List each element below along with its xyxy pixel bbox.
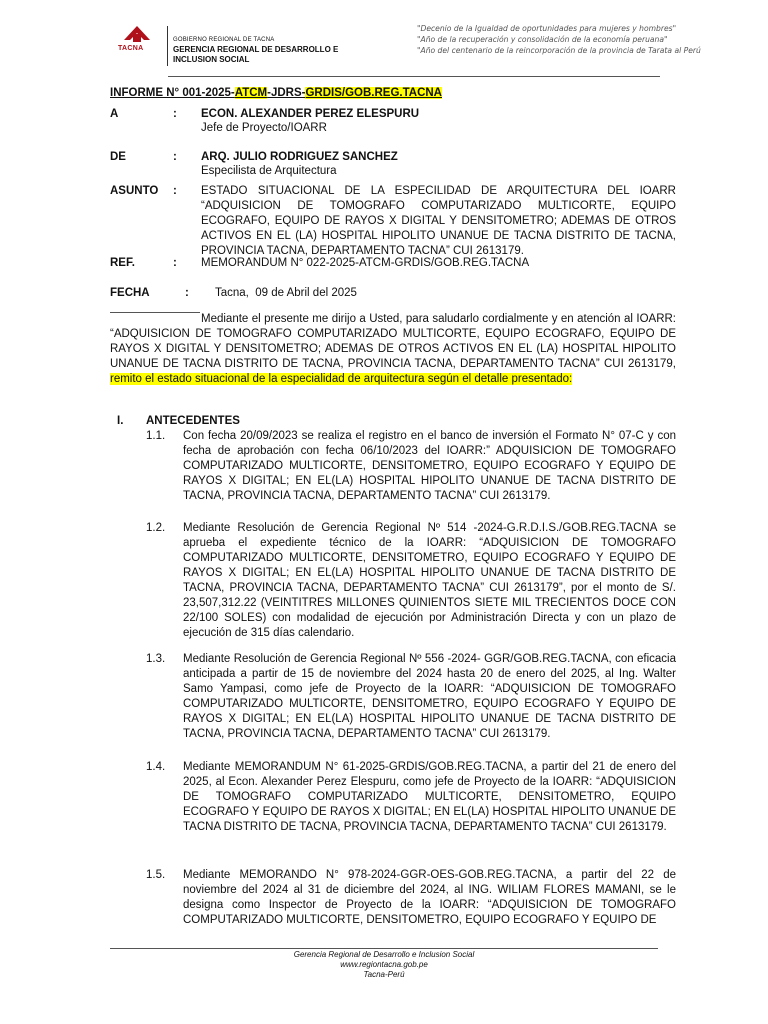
fecha-colon: : <box>185 287 189 299</box>
informe-number <box>110 86 442 101</box>
item-number: 1.3. <box>146 653 166 665</box>
gerencia-name: GERENCIA REGIONAL DE DESARROLLO E INCLUSION SOCIAL <box>173 45 339 64</box>
a-role: Jefe de Proyecto/IOARR <box>201 122 327 134</box>
section-number: I. <box>117 415 124 427</box>
header-divider <box>167 26 168 66</box>
de-role: Especilista de Arquitectura <box>201 165 337 177</box>
section-title: ANTECEDENTES <box>146 415 240 427</box>
a-colon: : <box>173 108 177 120</box>
asunto-text: ESTADO SITUACIONAL DE LA ESPECILIDAD DE ARQUITECTURA DEL IOARR “ADQUISICION DE TOMOGRAFO COMPUTARIZADO MULTICORTE, EQUIPO ECOGRAFO, EQUIPO DE RAYOS X DIGITAL Y DENSITOMETRO; ADEMAS DE OTROS ACTIVOS EN EL (LA) HOSPITAL HIPOLITO UNANUE DE TACNA DISTRITO DE TACNA, PROVINCIA TACNA, DEPARTAMENTO TACNA” CUI 2613179. <box>201 185 676 257</box>
header-rule <box>168 76 660 77</box>
informe-prefix: INFORME N° 001-2025- <box>110 87 235 99</box>
item-number: 1.1. <box>146 430 166 442</box>
footer-rule <box>110 948 658 949</box>
intro-text: Mediante el presente me dirijo a Usted, para saludarlo cordialmente y en atención al IOARR: “ADQUISICION DE TOMOGRAFO COMPUTARIZADO MULTICORTE, EQUIPO ECOGRAFO, EQUIPO DE RAYOS X DIGITAL Y DENSITOMETRO; ADEMAS DE OTROS ACTIVOS EN EL (LA) HOSPITAL HIPOLITO UNANUE DE TACNA DISTRITO DE TACNA, PROVINCIA TACNA, DEPARTAMENTO TACNA” CUI 2613179, <box>110 313 676 370</box>
intro-highlight: remito el estado situacional de la especialidad de arquitectura según el detalle presentado: <box>110 373 573 385</box>
item-number: 1.2. <box>146 522 166 534</box>
de-name: ARQ. JULIO RODRIGUEZ SANCHEZ <box>201 151 398 163</box>
de-colon: : <box>173 151 177 163</box>
fecha-text: Tacna, 09 de Abril del 2025 <box>215 287 357 299</box>
footer-website: www.regiontacna.gob.pe <box>340 960 428 969</box>
tacna-emblem-icon <box>116 22 158 58</box>
footer-org: Gerencia Regional de Desarrollo e Inclusion Social <box>293 950 475 959</box>
item-number: 1.4. <box>146 761 166 773</box>
item-text: Con fecha 20/09/2023 se realiza el registro en el banco de inversión el Formato N° 07-C y con fecha de aprobación con fecha 06/10/2023 del IOARR:” ADQUISICION DE TOMOGRAFO COMPUTARIZADO MULTICORTE, DENSITOMETRO, EQUIPO ECOGRAFO Y EQUIPO DE RAYOS X DIGITAL; EN EL(LA) HOSPITAL HIPOLITO UNANUE DE TACNA DISTRITO DE TACNA, PROVINCIA TACNA, DEPARTAMENTO TACNA” CUI 2613179. <box>183 430 676 502</box>
ref-text: MEMORANDUM N° 022-2025-ATCM-GRDIS/GOB.REG.TACNA <box>201 257 530 269</box>
item-text: Mediante Resolución de Gerencia Regional Nº 514 -2024-G.R.D.I.S./GOB.REG.TACNA se aprueba el expediente técnico de la IOARR: “ADQUISICION DE TOMOGRAFO COMPUTARIZADO MULTICORTE, DENSITOMETRO, EQUIPO ECOGRAFO Y EQUIPO DE RAYOS X DIGITAL; EN EL(LA) HOSPITAL HIPOLITO UNANUE DE TACNA DISTRITO DE TACNA, PROVINCIA TACNA, DEPARTAMENTO TACNA” CUI 2613179”, por el monto de S/. 23,507,312.22 (VEINTITRES MILLONES QUINIENTOS SIETE MIL TRECIENTOS DOCE CON 22/100 SOLES) con modalidad de ejecución por Administración Directa y con un plazo de ejecución de 315 días calendario. <box>183 522 676 639</box>
item-text: Mediante MEMORANDUM N° 61-2025-GRDIS/GOB.REG.TACNA, a partir del 21 de enero del 2025, al Econ. Alexander Perez Elespuru, como jefe de Proyecto de la IOARR: “ADQUISICION DE TOMOGRAFO COMPUTARIZADO MULTICORTE, DENSITOMETRO, EQUIPO ECOGRAFO Y EQUIPO DE RAYOS X DIGITAL; EN EL(LA) HOSPITAL HIPOLITO UNANUE DE TACNA DISTRITO DE TACNA, PROVINCIA TACNA, DEPARTAMENTO TACNA” CUI 2613179. <box>183 761 676 833</box>
asunto-label: ASUNTO <box>110 185 159 197</box>
informe-atcm: ATCM <box>234 87 268 99</box>
informe-mid: -JDRS- <box>267 87 306 99</box>
header-quote-2: "Año de la recuperación y consolidación de la economía peruana" <box>417 35 668 44</box>
asunto-colon: : <box>173 185 177 197</box>
informe-suffix: GRDIS/GOB.REG.TACNA <box>305 87 442 99</box>
ref-label: REF. <box>110 257 135 269</box>
header-quote-1: "Decenio de la Igualdad de oportunidades para mujeres y hombres" <box>417 24 677 33</box>
intro-paragraph <box>110 312 676 387</box>
de-label: DE <box>110 151 126 163</box>
ref-colon: : <box>173 257 177 269</box>
footer-location: Tacna-Perú <box>363 970 405 979</box>
item-text: Mediante Resolución de Gerencia Regional Nº 556 -2024- GGR/GOB.REG.TACNA, con eficacia anticipada a partir de 15 de noviembre del 2024 hasta 20 de enero del 2025, al Ing. Walter Samo Yampasi, como jefe de Proyecto de la IOARR: “ADQUISICION DE TOMOGRAFO COMPUTARIZADO MULTICORTE, DENSITOMETRO, EQUIPO ECOGRAFO Y EQUIPO DE RAYOS X DIGITAL; EN EL(LA) HOSPITAL HIPOLITO UNANUE DE TACNA DISTRITO DE TACNA, PROVINCIA TACNA, DEPARTAMENTO TACNA” CUI 2613179. <box>183 653 676 740</box>
a-name: ECON. ALEXANDER PEREZ ELESPURU <box>201 108 420 120</box>
gobierno-name: GOBIERNO REGIONAL DE TACNA <box>173 37 275 43</box>
item-number: 1.5. <box>146 869 166 881</box>
a-label: A <box>110 108 119 120</box>
item-text: Mediante MEMORANDO N° 978-2024-GGR-OES-GOB.REG.TACNA, a partir del 22 de noviembre del 2024 al 31 de diciembre del 2024, al ING. WILIAM FLORES MAMANI, se le designa como Inspector de Proyecto de la IOARR: “ADQUISICION DE TOMOGRAFO COMPUTARIZADO MULTICORTE, DENSITOMETRO, EQUIPO ECOGRAFO Y EQUIPO DE <box>183 869 676 926</box>
fecha-label: FECHA <box>110 287 150 299</box>
logo-text: TACNA <box>118 45 144 52</box>
header-quote-3: "Año del centenario de la reincorporación de la provincia de Tarata al Perú <box>417 46 701 55</box>
